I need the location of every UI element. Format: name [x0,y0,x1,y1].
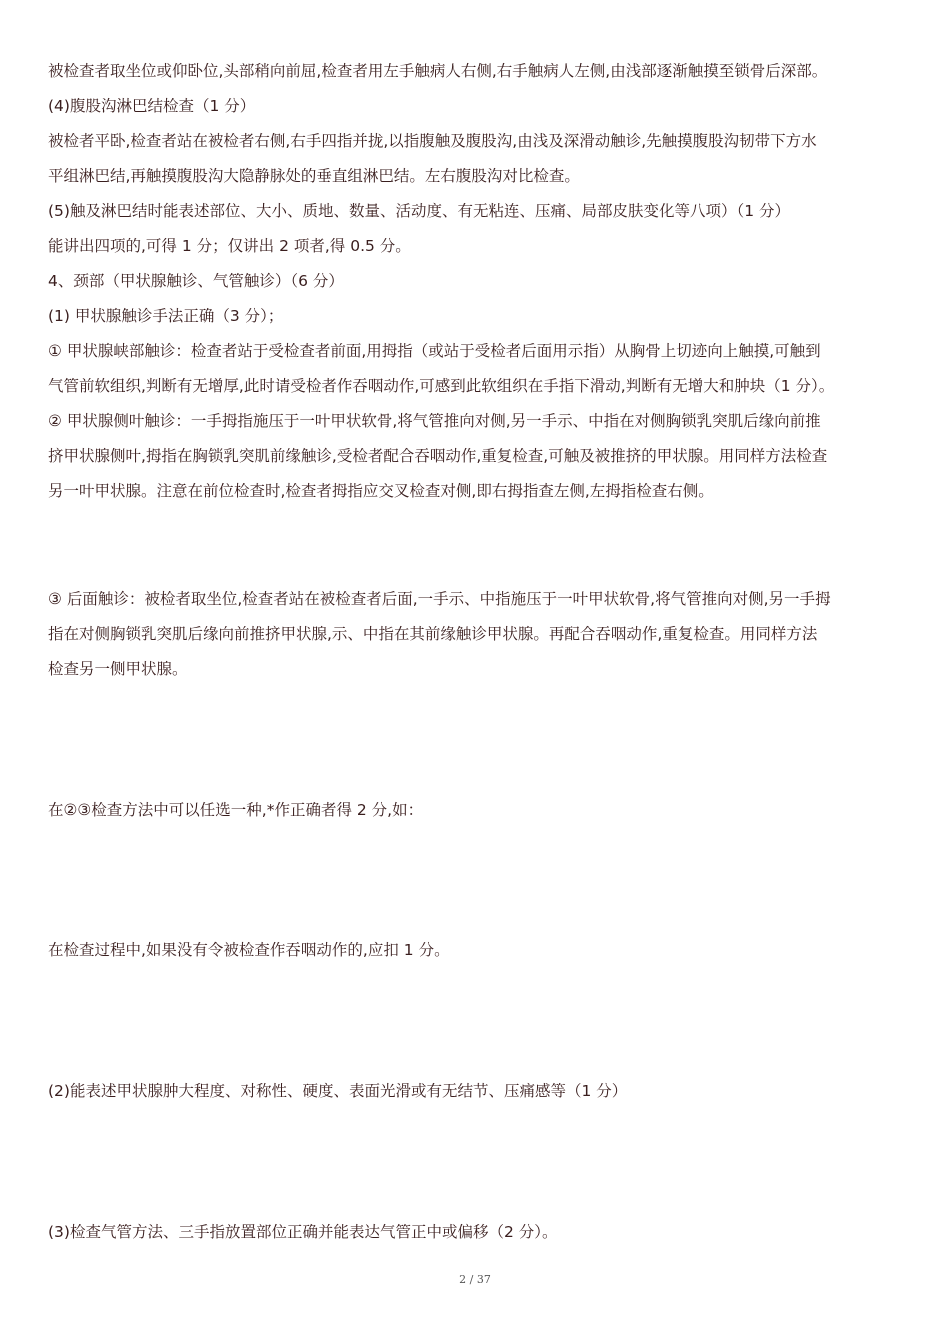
text-line-19: (2)能表述甲状腺肿大程度、对称性、硬度、表面光滑或有无结节、压痛感等（1 分） [48,1082,628,1100]
text-line-7: 4、颈部（甲状腺触诊、气管触诊）（6 分） [48,272,344,290]
text-line-2: (4)腹股沟淋巴结检查（1 分） [48,97,256,115]
text-line-20: (3)检查气管方法、三手指放置部位正确并能表达气管正中或偏移（2 分）。 [48,1223,558,1241]
text-line-3: 被检者平卧,检查者站在被检者右侧,右手四指并拢,以指腹触及腹股沟,由浅及深滑动触诊,先触摸腹股沟韧带下方水 [48,132,817,150]
text-line-8: (1) 甲状腺触诊手法正确（3 分）； [48,307,284,325]
text-line-17: 在②③检查方法中可以任选一种,*作正确者得 2 分,如： [48,801,424,819]
text-line-10: 气管前软组织,判断有无增厚,此时请受检者作吞咽动作,可感到此软组织在手指下滑动,判断有无增大和肿块（1 分）。 [48,377,835,395]
text-line-16: 检查另一侧甲状腺。 [48,660,188,678]
text-line-6: 能讲出四项的,可得 1 分；仅讲出 2 项者,得 0.5 分。 [48,237,411,255]
text-line-4: 平组淋巴结,再触摸腹股沟大隐静脉处的垂直组淋巴结。左右腹股沟对比检查。 [48,167,580,185]
text-line-14: ③ 后面触诊：被检者取坐位,检查者站在被检查者后面,一手示、中指施压于一叶甲状软骨,将气管推向对侧,另一手拇 [48,590,831,608]
text-line-1: 被检查者取坐位或仰卧位,头部稍向前屈,检查者用左手触病人右侧,右手触病人左侧,由浅部逐渐触摸至锁骨后深部。 [48,62,828,80]
page-number: 2 / 37 [459,1273,491,1286]
text-line-13: 另一叶甲状腺。注意在前位检查时,检查者拇指应交叉检查对侧,即右拇指查左侧,左拇指检查右侧。 [48,482,714,500]
text-line-18: 在检查过程中,如果没有令被检查作吞咽动作的,应扣 1 分。 [48,941,450,959]
text-line-11: ② 甲状腺侧叶触诊：一手拇指施压于一叶甲状软骨,将气管推向对侧,另一手示、中指在对侧胸锁乳突肌后缘向前推 [48,412,821,430]
text-line-15: 指在对侧胸锁乳突肌后缘向前推挤甲状腺,示、中指在其前缘触诊甲状腺。再配合吞咽动作,重复检查。用同样方法 [48,625,818,643]
text-line-5: (5)触及淋巴结时能表述部位、大小、质地、数量、活动度、有无粘连、压痛、局部皮肤变化等八项）（1 分） [48,202,790,220]
text-line-9: ① 甲状腺峡部触诊：检查者站于受检查者前面,用拇指（或站于受检者后面用示指）从胸骨上切迹向上触摸,可触到 [48,342,821,360]
text-line-12: 挤甲状腺侧叶,拇指在胸锁乳突肌前缘触诊,受检者配合吞咽动作,重复检查,可触及被推挤的甲状腺。用同样方法检查 [48,447,828,465]
